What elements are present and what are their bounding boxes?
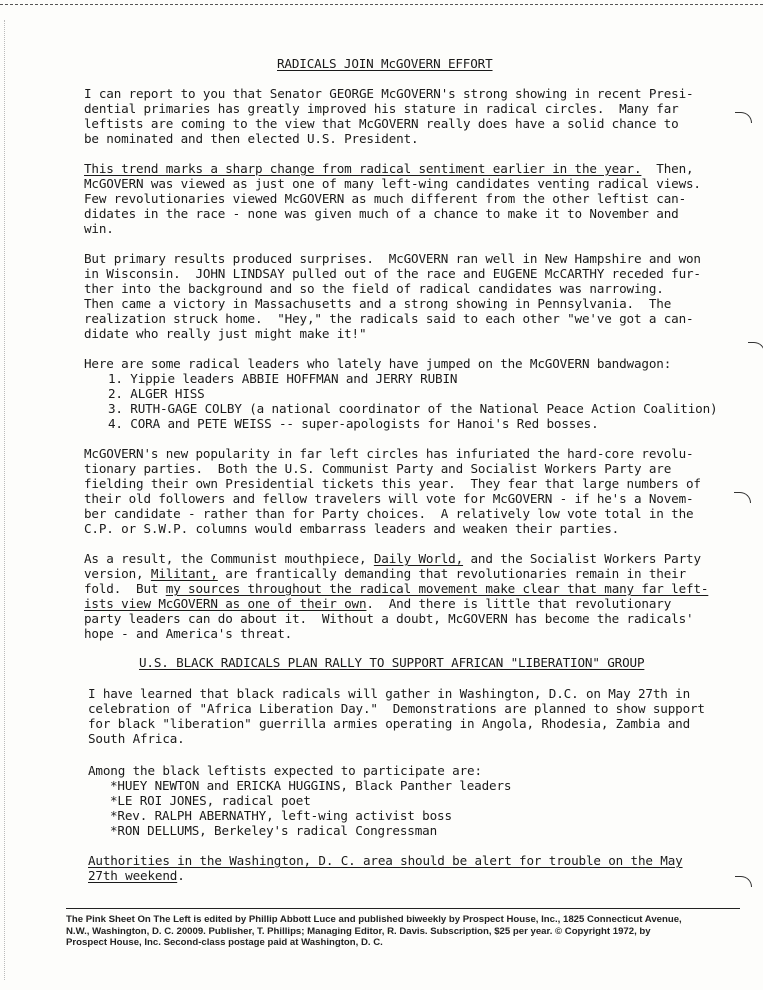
publication-militant: Militant,: [150, 566, 218, 581]
list-item-3: 3. RUTH-GAGE COLBY (a national coordinator of the National Peace Action Coalition): [108, 401, 718, 416]
p4-line-1: McGOVERN's new popularity in far left circles has infuriated the hard-core revolu-: [84, 446, 694, 461]
p5-text: version,: [84, 566, 151, 581]
p4-line-3: fielding their own Presidential tickets this year. They fear that large numbers of: [84, 476, 701, 491]
p3-line-2: in Wisconsin. JOHN LINDSAY pulled out of the race and EUGENE McCARTHY receded fur-: [84, 266, 701, 281]
p3-line-4: Then came a victory in Massachusetts and a strong showing in Pennsylvania. The: [84, 296, 672, 311]
binder-mark-1: [735, 112, 752, 123]
p5-text: are frantically demanding that revolutionaries remain in their: [217, 566, 687, 581]
p4-line-2: tionary parties. Both the U.S. Communist Party and Socialist Workers Party are: [84, 461, 672, 476]
article-title: RADICALS JOIN McGOVERN EFFORT: [277, 56, 493, 71]
p5-line-5: party leaders can do about it. Without a doubt, McGOVERN has become the radicals': [84, 611, 694, 626]
p4-line-4: their old followers and fellow travelers will vote for McGOVERN - if he's a Novem-: [84, 491, 694, 506]
p2-line-2: McGOVERN was viewed as just one of many left-wing candidates venting radical views.: [84, 176, 701, 191]
p5-line-3: [84, 581, 708, 596]
p4-line-5: ber candidate - rather than for Party choices. A relatively low vote total in the: [84, 506, 694, 521]
p5-text: As a result, the Communist mouthpiece,: [84, 551, 374, 566]
p2-line-4: didates in the race - none was given much of a chance to make it to November and: [84, 206, 679, 221]
binder-mark-3: [734, 492, 751, 503]
p1-line-4: be nominated and then elected U.S. President.: [84, 131, 419, 146]
binder-mark-2: [748, 342, 763, 353]
p2-line-1-tail: Then,: [641, 161, 694, 176]
p6-line-1: I have learned that black radicals will gather in Washington, D.C. on May 27th in: [88, 686, 690, 701]
p6-line-2: celebration of "Africa Liberation Day." Demonstrations are planned to show support: [88, 701, 705, 716]
p5-underlined-claim: my sources throughout the radical movement make clear that many far left-: [165, 581, 709, 596]
list-item-4: 4. CORA and PETE WEISS -- super-apologists for Hanoi's Red bosses.: [108, 416, 599, 431]
p6-line-4: South Africa.: [88, 731, 185, 746]
p5-line-6: hope - and America's threat.: [84, 626, 293, 641]
footer-line-1: The Pink Sheet On The Left is edited by Phillip Abbott Luce and published biweekly by Prospect House, Inc., 1825 Connecticut Avenue,: [66, 914, 682, 925]
p6-line-3: for black "liberation" guerrilla armies operating in Angola, Rhodesia, Zambia and: [88, 716, 690, 731]
p2-line-1: [84, 161, 693, 176]
p5-underlined-claim: ists view McGOVERN as one of their own: [84, 596, 367, 611]
p3-line-5: realization struck home. "Hey," the radicals said to each other "we've got a can-: [84, 311, 694, 326]
p2-line-3: Few revolutionaries viewed McGOVERN as much different from the other leftist can-: [84, 191, 686, 206]
p1-line-2: dential primaries has greatly improved his stature in radical circles. Many far: [84, 101, 679, 116]
p1-line-3: leftists are coming to the view that McGOVERN really does have a solid chance to: [84, 116, 679, 131]
participant-2: *LE ROI JONES, radical poet: [110, 793, 311, 808]
participant-3: *Rev. RALPH ABERNATHY, left-wing activist boss: [110, 808, 452, 823]
p1-line-1: I can report to you that Senator GEORGE McGOVERN's strong showing in recent Presi-: [84, 86, 694, 101]
p5-text: . And there is little that revolutionary: [366, 596, 672, 611]
p3-line-3: ther into the background and so the field of radical candidates was narrowing.: [84, 281, 664, 296]
p2-line-5: win.: [84, 221, 114, 236]
p5-line-2: [84, 566, 686, 581]
list-intro: Here are some radical leaders who lately have jumped on the McGOVERN bandwagon:: [84, 356, 672, 371]
closing-line-2: [88, 868, 185, 883]
p5-text: fold. But: [84, 581, 166, 596]
p3-line-6: didate who really just might make it!": [84, 326, 367, 341]
footer-line-3: Prospect House, Inc. Second-class postage paid at Washington, D. C.: [66, 937, 383, 948]
binder-mark-4: [735, 876, 752, 887]
participants-intro: Among the black leftists expected to participate are:: [88, 763, 482, 778]
list-item-1: 1. Yippie leaders ABBIE HOFFMAN and JERRY RUBIN: [108, 371, 458, 386]
p5-text: and the Socialist Workers Party: [463, 551, 701, 566]
p2-underlined-sentence: This trend marks a sharp change from radical sentiment earlier in the year.: [84, 161, 642, 176]
p3-line-1: But primary results produced surprises. McGOVERN ran well in New Hampshire and won: [84, 251, 701, 266]
section-subtitle: U.S. BLACK RADICALS PLAN RALLY TO SUPPORT AFRICAN "LIBERATION" GROUP: [139, 655, 645, 670]
closing-underlined: 27th weekend: [88, 868, 178, 883]
p4-line-6: C.P. or S.W.P. columns would embarrass leaders and weaken their parties.: [84, 521, 620, 536]
footer-line-2: N.W., Washington, D. C. 20009. Publisher, T. Phillips; Managing Editor, R. Davis. Subscription, $25 per year. © Copyright 1972, by: [66, 925, 651, 937]
closing-period: .: [177, 868, 185, 883]
p5-line-1: [84, 551, 701, 566]
publication-daily-world: Daily World,: [373, 551, 464, 566]
list-item-2: 2. ALGER HISS: [108, 386, 205, 401]
p5-line-4: [84, 596, 671, 611]
closing-line-1: Authorities in the Washington, D. C. area should be alert for trouble on the May: [88, 853, 683, 868]
masthead-footer: [66, 908, 740, 949]
participant-4: *RON DELLUMS, Berkeley's radical Congressman: [110, 823, 438, 838]
participant-1: *HUEY NEWTON and ERICKA HUGGINS, Black Panther leaders: [110, 778, 512, 793]
